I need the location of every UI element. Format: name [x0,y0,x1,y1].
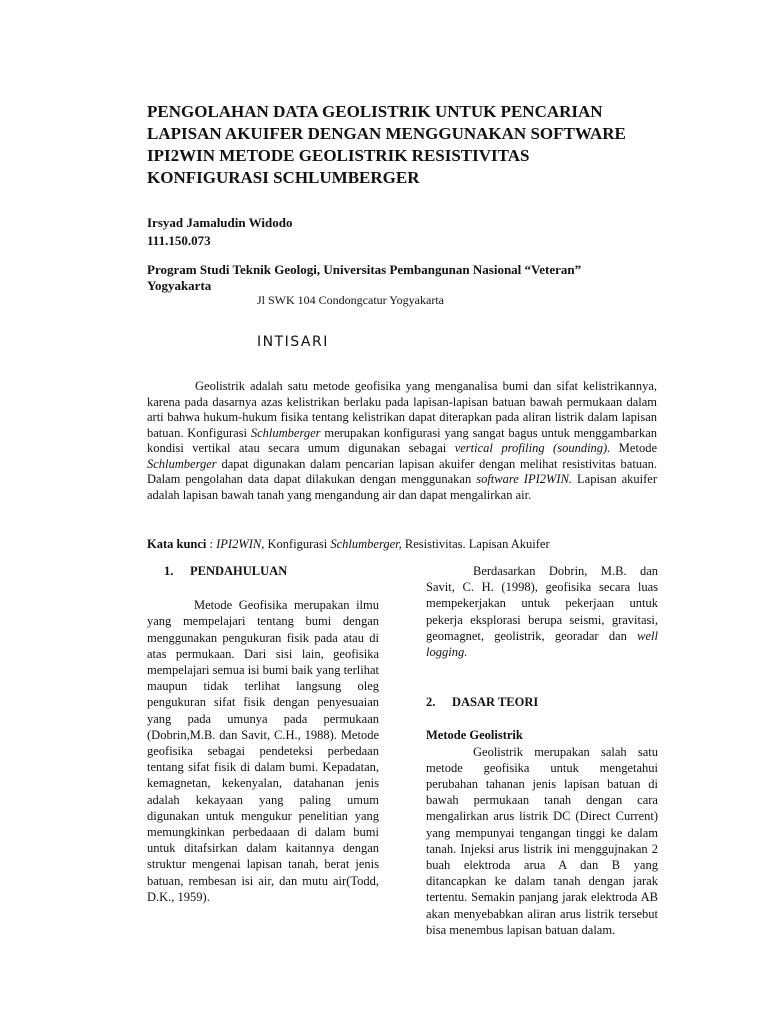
keywords-separator: : [206,537,217,551]
title-line: LAPISAN AKUIFER DENGAN MENGGUNAKAN SOFTWARE [147,124,626,143]
intro-continuation-paragraph [426,563,658,660]
section-heading-dasar-teori [426,694,658,710]
author-name: Irsyad Jamaludin Widodo [147,215,293,230]
right-column [426,563,658,938]
author-id: 111.150.073 [147,233,211,248]
title-line: KONFIGURASI SCHLUMBERGER [147,168,420,187]
abstract-text: merupakan konfigurasi yang sangat bagus untuk menggambarkan kondisi vertikal atau secara umum digunakan sebagai [147,425,658,455]
paragraph-italic: well logging. [426,628,658,660]
address: Jl SWK 104 Condongcatur Yogyakarta [257,293,444,307]
affiliation [147,262,647,294]
abstract-heading: INTISARI [257,334,329,350]
title-line: PENGOLAHAN DATA GEOLISTRIK UNTUK PENCARIAN [147,102,603,121]
keywords [147,537,550,552]
abstract-italic: vertical profiling (sounding). [454,441,611,455]
abstract-text: Metode [610,441,657,455]
keyword-text: Konfigurasi [264,537,331,551]
author-block [147,214,292,250]
abstract-italic: Schlumberger [147,456,217,471]
affiliation-line-1: Program Studi Teknik Geologi, Universitas Pembangunan Nasional “Veteran” [147,262,582,277]
abstract-italic: software IPI2WIN. [476,472,573,486]
geolistrik-paragraph: Geolistrik merupakan salah satu metode geofisika untuk mengetahui perubahan tahanan jenis lapisan batuan di bawah permukaan tanah dengan cara mengalirkan arus listrik DC (Direct Current) yang mempunyai tengangan tinggi ke dalam tanah. Injeksi arus listrik ini menggujnakan 2 buah elektroda arua A dan B yang ditancapkan ke dalam tanah dengan jarak tertentu. Semakin panjang jarak elektroda AB akan menyebabkan aliran arus listrik tersebut bisa menembus lapisan batuan dalam. [426,744,658,937]
affiliation-line-2: Yogyakarta [147,278,212,293]
keywords-label: Kata kunci [147,537,207,551]
section-title: DASAR TEORI [452,695,539,710]
abstract-body [147,379,657,503]
section-title: PENDAHULUAN [190,564,288,578]
abstract-text: Geolistrik adalah satu metode geofisika yang menganalisa bumi dan sifat kelistrikannya, karena pada dasarnya azas kelistrikan berlaku pada lapisan-lapisan batuan bawah permukaan dalam arti bahwa hukum-hukum fisika tentang kelistrikan dapat diterapkan pada aliran listrik dalam lapisan batuan. Konfigurasi [147,379,657,440]
section-number: 2. [426,695,436,710]
section-number: 1. [164,564,174,578]
abstract-text: Lapisan akuifer adalah lapisan bawah tanah yang mengandung air dan dapat mengalirkan air. [147,472,657,502]
keyword-italic: Schlumberger, [330,537,402,551]
keyword-text: Resistivitas. Lapisan Akuifer [401,537,550,551]
abstract-italic: Schlumberger [250,425,321,440]
paper-title [147,101,667,189]
abstract-paragraph [147,379,657,503]
paragraph-text: Berdasarkan Dobrin, M.B. dan Savit, C. H. (1998), geofisika secara luas mempekerjakan untuk pekerjaan untuk pekerja eksplorasi berupa seismi, gravitasi, geomagnet, geolistrik, georadar dan [426,564,658,643]
subsection-heading: Metode Geolistrik [426,728,523,743]
keyword-italic: IPI2WIN, [216,537,265,551]
pendahuluan-paragraph: Metode Geofisika merupakan ilmu yang mempelajari tentang bumi dengan menggunakan pengukuran fisik pada atau di atas permukaan. Dari sisi lain, geofisika mempelajari semua isi bumi baik yang terlihat maupun tidak terlihat langsung oleg pengukuran sifat fisik dengan penyesuaian yang pada umunya pada permukaan (Dobrin,M.B. dan Savit, C.H., 1988). Metode geofisika sebagai pendeteksi perbedaan tentang sifat fisik di dalam bumi. Kepadatan, kemagnetan, kekenyalan, datahanan jenis adalah kekayaan yang paling umum digunakan untuk mengukur penelitian yang memungkinkan perbedaaan di dalam bumi untuk ditafsirkan dalam kaitannya dengan struktur mengenai lapisan tanah, berat jenis batuan, rembesan isi air, dan mutu air(Todd, D.K., 1959). [147,598,379,904]
abstract-text: dapat digunakan dalam pencarian lapisan akuifer dengan melihat resistivitas batuan. Dalam pengolahan data dapat dilakukan dengan menggunakan [147,456,657,486]
section-heading-pendahuluan [147,563,379,579]
title-line: IPI2WIN METODE GEOLISTRIK RESISTIVITAS [147,146,530,165]
left-column [147,563,379,905]
